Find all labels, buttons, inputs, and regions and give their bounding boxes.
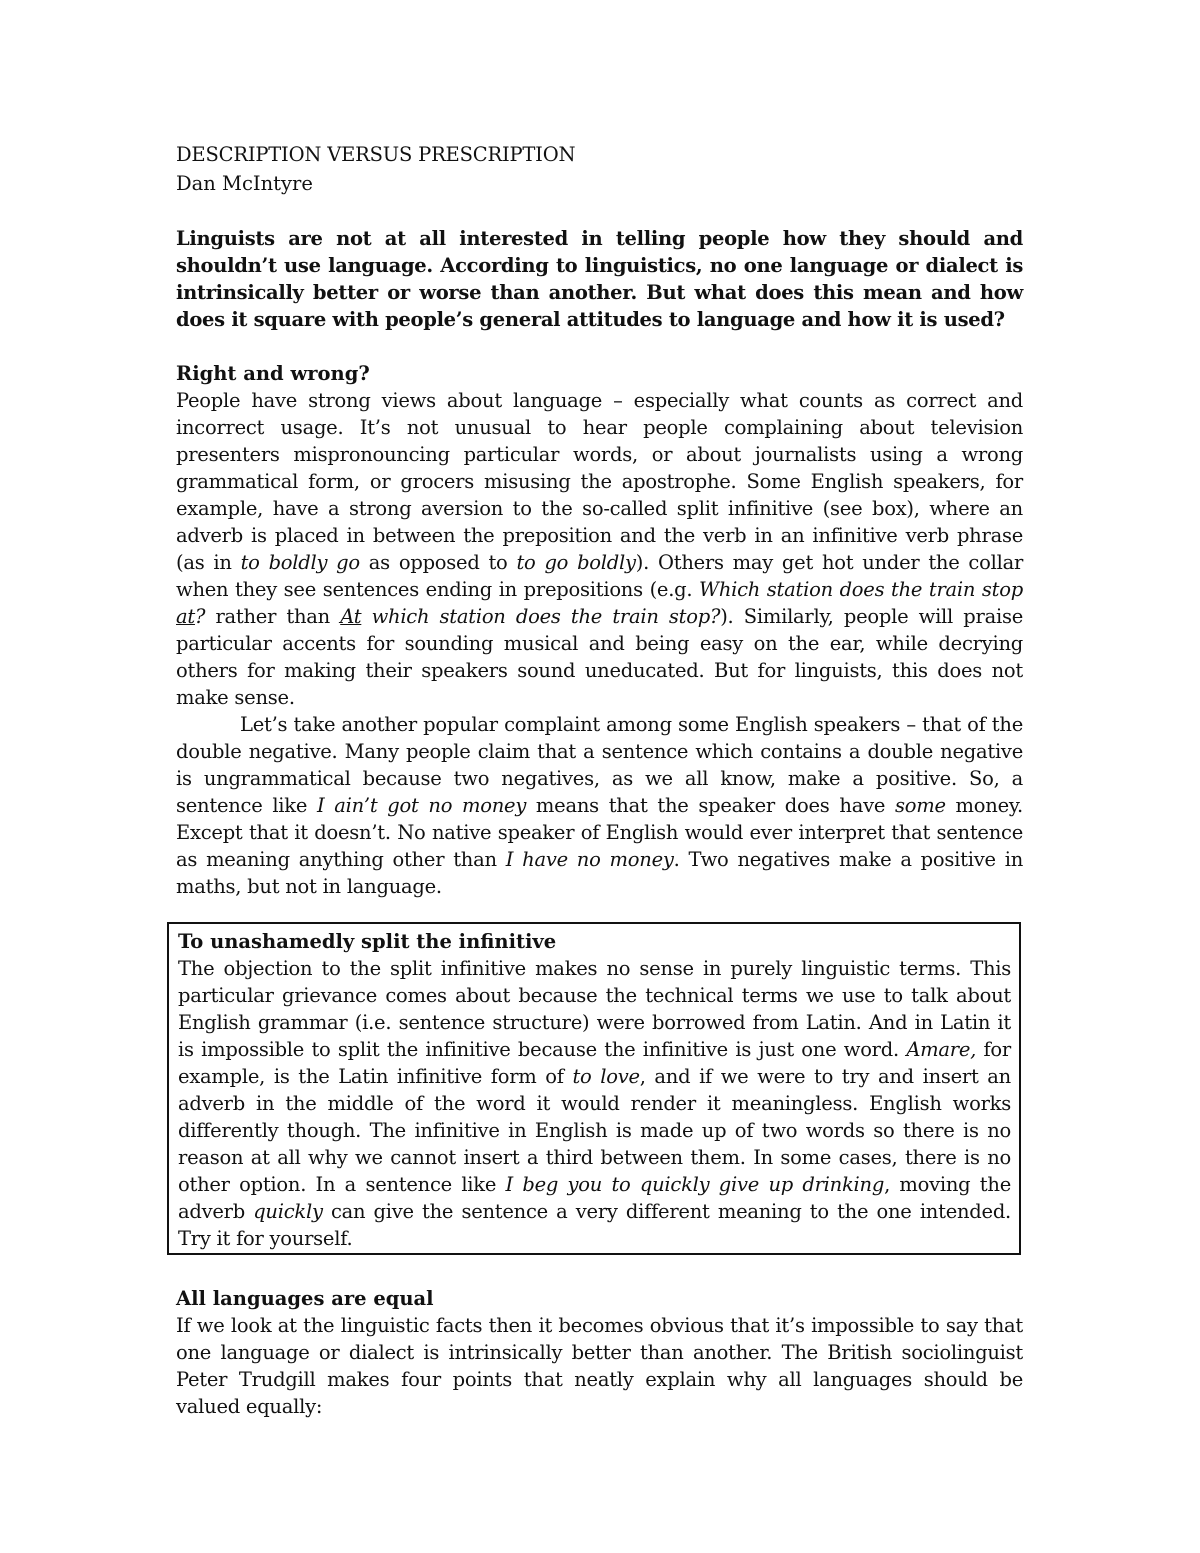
lead-paragraph: Linguists are not at all interested in telling people how they should and shouldn’t use language. According to linguistics, no one language or dialect is intrinsically better or worse than another. But what does this mean and how does it square with people’s general attitudes to language and how it is used? — [176, 227, 1023, 331]
box-paragraph: The objection to the split infinitive makes no sense in purely linguistic terms. This particular grievance comes about because the technical terms we use to talk about English grammar (i.e. sentence structure) were borrowed from Latin. And in Latin it is impossible to split the infinitive because the infinitive is just one word. Amare, for example, is the Latin infinitive form of to love, and if we were to try and insert an adverb in the middle of the word it would render it meaningless. English works differently though. The infinitive in English is made up of two words so there is no reason at all why we cannot insert a third between them. In some cases, there is no other option. In a sentence like I beg you to quickly give up drinking, moving the adverb quickly can give the sentence a very different meaning to the one intended. Try it for yourself. — [178, 957, 1012, 1250]
document-author: Dan McIntyre — [176, 172, 313, 195]
body-paragraph-3: If we look at the linguistic facts then it becomes obvious that it’s impossible to say that one language or dialect is intrinsically better than another. The British sociolinguist Peter Trudgill makes four points that neatly explain why all languages should be valued equally: — [176, 1314, 1023, 1418]
split-infinitive-box — [167, 922, 1021, 1255]
document-title: DESCRIPTION VERSUS PRESCRIPTION — [176, 143, 576, 166]
section-heading-all-languages-equal: All languages are equal — [176, 1287, 434, 1310]
box-heading: To unashamedly split the infinitive — [178, 930, 557, 953]
section-heading-right-and-wrong: Right and wrong? — [176, 362, 370, 385]
body-paragraph-1: People have strong views about language – especially what counts as correct and incorrect usage. It’s not unusual to hear people complaining about television presenters mispronouncing particular words, or about journalists using a wrong grammatical form, or grocers misusing the apostrophe. Some English speakers, for example, have a strong aversion to the so-called split infinitive (see box), where an adverb is placed in between the preposition and the verb in an infinitive verb phrase (as in to boldly go as opposed to to go boldly). Others may get hot under the collar when they see sentences ending in prepositions (e.g. Which station does the train stop at? rather than At which station does the train stop?). Similarly, people will praise particular accents for sounding musical and being easy on the ear, while decrying others for making their speakers sound uneducated. But for linguists, this does not make sense. — [176, 389, 1024, 709]
document-page — [176, 140, 1023, 1420]
body-paragraph-2: Let’s take another popular complaint among some English speakers – that of the double negative. Many people claim that a sentence which contains a double negative is ungrammatical because two negatives, as we all know, make a positive. So, a sentence like I ain’t got no money means that the speaker does have some money. Except that it doesn’t. No native speaker of English would ever interpret that sentence as meaning anything other than I have no money. Two negatives make a positive in maths, but not in language. — [176, 713, 1024, 898]
